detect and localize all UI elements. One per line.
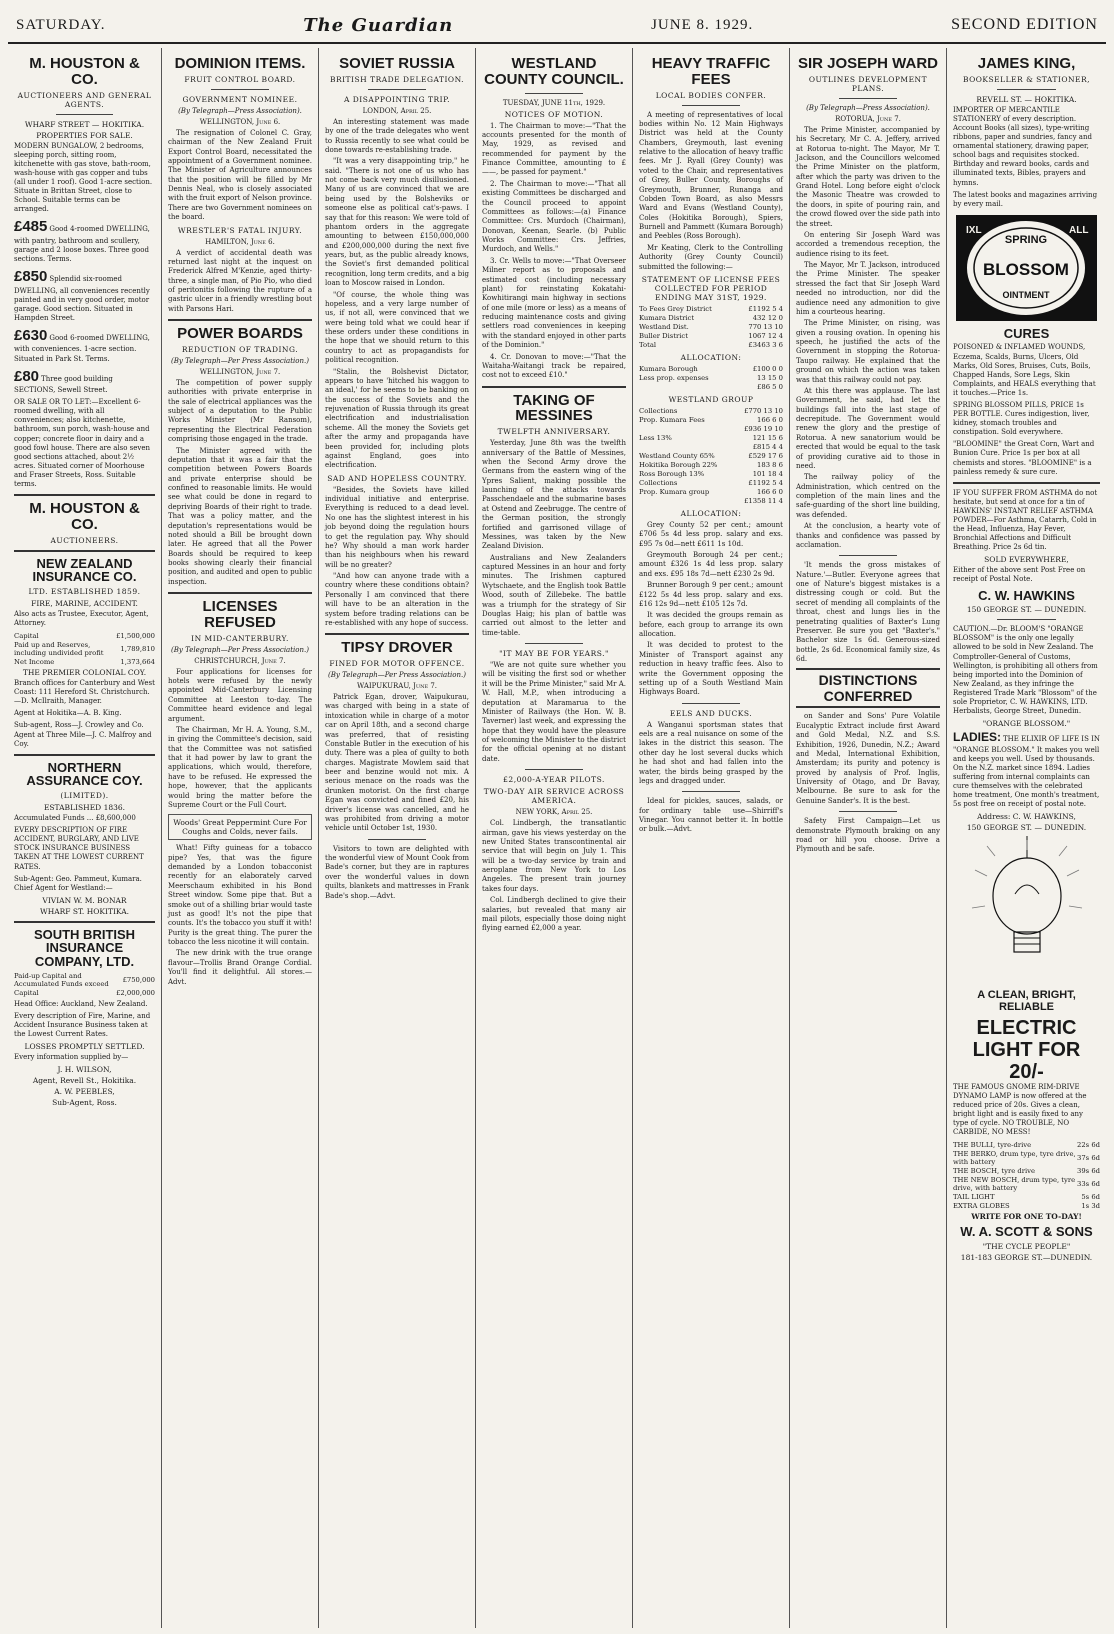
article-paragraph: Grey County 52 per cent.; amount £706 5s 4d less prop. salary and exs. £95 7s 0d—nett £611 1s 10d. [639, 520, 783, 548]
article-paragraph: It was decided to protest to the Minister of Transport against any reduction in heavy traffic fees. Also to write the Government opposing the setting up of a South Westland Main Highways Board. [639, 641, 783, 697]
divider [525, 769, 583, 770]
article-paragraph: Four applications for licenses for hotels were refused by the newly appointed Mid-Canterbury Licensing Committee at Leeston to-day. The Committee heard evidence and legal argument. [168, 667, 312, 723]
table-row: Capital £1,500,000 [14, 631, 155, 640]
dateline: LONDON, April 25. [362, 106, 432, 115]
article-paragraph: An interesting statement was made by one of the trade delegates who went to Russia recently to see what could be done towards re-establishing trade. [325, 117, 469, 154]
licenses-refused-heading: LICENSES REFUSED [202, 598, 278, 631]
column-7 [947, 48, 1106, 1628]
article-paragraph: Brunner Borough 9 per cent.; amount £122 5s 4d less prop. salary and exs. £16 12s 9d—nett £105 12s 7d. [639, 581, 783, 608]
allocation-table [639, 365, 783, 392]
column-2 [162, 48, 319, 1628]
jh-wilson-address: Agent, Revell St., Hokitika. [32, 1076, 137, 1086]
byline: (By Telegraph—Press Association). [178, 106, 302, 115]
table-row: Prop. Kumara group 166 6 0 [639, 488, 783, 497]
seal-mid-text: BLOSSOM [983, 259, 1069, 279]
branch-offices: Branch offices for Canterbury and West Coast: 111 Hereford St. Christchurch.—D. McIlraith, Manager. [14, 679, 155, 706]
article-paragraph: Col. Lindbergh declined to give their salaries, but revealed that many air mail pilots, especially those doing night flying earned £2,000 a year. [482, 896, 626, 933]
divider [482, 386, 626, 388]
premier-line: THE PREMIER COLONIAL COY. [22, 668, 147, 678]
may-be-for-years-sub: "IT MAY BE FOR YEARS." [499, 649, 609, 658]
article-paragraph: A verdict of accidental death was returned last night at the inquest on Frederick Alfred M'Kenzie, aged thirty-three, a single man, of Pio Pio, who died of peritonitis following the rupture of a gastric ulcer in a friendly wrestling bout with Parsons Hari. [168, 248, 312, 313]
table-row: Paid up and Reserves, including undivided profit 1,789,810 [14, 640, 155, 657]
table-row: £936 19 10 [744, 425, 783, 434]
sold-everywhere: SOLD EVERYWHERE, [984, 555, 1069, 565]
table-row: £815 4 4 [752, 443, 783, 452]
divider [325, 633, 469, 635]
article-paragraph: It was decided the groups remain as before, each group to arrange its own allocation. [639, 611, 783, 638]
divider [997, 89, 1056, 90]
article-paragraph: Patrick Egan, drover, Waipukurau, was charged with being in a state of intoxication while in charge of a motor car on April 18th, and a second charge was preferred, that of resisting Constable Butler in the execution of his duty. There was a plea of guilty to both charges. Magistrate Mowlem said that beer and benzine would not mix. A serious menace on the roads was the drunken motorist. On the first charge Egan was convicted and fined £20, his driver's license was cancelled, and he was prohibited from driving a motor vehicle until October 1st, 1930. [325, 693, 469, 833]
sub-agents: Sub-agent, Ross—J. Crowley and Co. Agent at Three Mile—J. C. Malfroy and Coy. [14, 721, 152, 748]
agents-line: Sub-Agent: Geo. Pammeut, Kumara. Chief Agent for Westland:— [14, 874, 142, 892]
article-paragraph: "And how can anyone trade with a country where these conditions obtain? Personally I am convinced that there will have to be an alteration in the system before trading relations can be re-established with any hope of success. [325, 572, 469, 627]
article-paragraph: The new drink with the true orange flavour—Trollis Brand Orange Cordial. You'll find it delightful. All stores.—Advt. [168, 949, 312, 986]
table-row: To Fees Grey District £1192 5 4 [639, 305, 783, 314]
magazines-line: The latest books and magazines arriving by every mail. [953, 190, 1098, 208]
price-485: £485 [14, 218, 48, 236]
seal-top-text: SPRING [1004, 233, 1048, 246]
dateline: ROTORUA, June 7. [835, 114, 901, 123]
masthead-date: JUNE 8. 1929. [651, 16, 754, 33]
price-630: £630 [14, 326, 48, 344]
byline: (By Telegraph—Per Press Association.) [171, 356, 309, 365]
table-row: THE BULLI, tyre-drive 22s 6d [953, 1140, 1100, 1149]
divider [14, 754, 155, 756]
heavy-traffic-heading: HEAVY TRAFFIC FEES [651, 55, 771, 88]
byline: (By Telegraph—Per Press Association.) [328, 671, 466, 679]
divider [168, 319, 312, 321]
dateline: TUESDAY, JUNE 11th, 1929. [502, 98, 606, 107]
nz-insurance-heading: NEW ZEALAND INSURANCE CO. [32, 555, 137, 585]
northern-assurance-sub: (LIMITED). [60, 791, 109, 801]
property-ad-1: MODERN BUNGALOW, 2 bedrooms, sleeping porch, sitting room, kitchenette with gas stove, bath-room, wash-house with gas copper and tubs (all under 1 roof). Good 1-acre section. Situate in Brittan Street, close to School. Suitable terms can be arranged. [14, 141, 153, 214]
article-paragraph: On entering Sir Joseph Ward was accorded a tremendous reception, the audience rising to its feet. [796, 230, 940, 258]
gnome-lamp-ad: THE FAMOUS GNOME RIM-DRIVE DYNAMO LAMP is now offered at the reduced price of 20s. Gives a clean, bright light and is easily fixed to any type of cycle. NO TROUBLE, NO CARBIDE, NO MESS! [953, 1082, 1087, 1136]
article-paragraph: The Prime Minister, accompanied by his Secretary, Mr C. A. Jeffery, arrived at Rotorua to-night. The Mayor, Mr T. Jackson, and the Councillors welcomed the Prime Minister on the platform, after which the party was driven to the Grand Hotel. Long before eight o'clock the Masonic Theatre was crowded to the doors, in spite of pouring rain, and the crowd flowed over the side path into the street. [796, 125, 940, 228]
divider [14, 550, 155, 552]
james-king-heading: JAMES KING, [977, 55, 1076, 72]
article-paragraph: Yesterday, June 8th was the twelfth anniversary of the Battle of Messines, when the Second Army drove the Germans from the eastern wing of the Ypres Salient, making possible the launching of the attacks towards Passchendaele and the submarine bases at Ostend and Zeebrugge. The centre of the German position, the strongly fortified and garrisoned village of Messines, was taken by the New Zealand Division. [482, 439, 626, 551]
clean-bright-heading: A CLEAN, BRIGHT, RELIABLE [977, 989, 1076, 1013]
houston-heading: M. HOUSTON & CO. [29, 55, 140, 88]
woods-peppermint-ad: Woods' Great Peppermint Cure For Coughs and Colds, never fails. [168, 814, 312, 840]
table-row: THE NEW BOSCH, drum type, tyre drive, with battery 33s 6d [953, 1175, 1100, 1192]
scott-address: 181-183 GEORGE ST.—DUNEDIN. [960, 1252, 1093, 1262]
fruit-control-sub: FRUIT CONTROL BOARD. [184, 74, 296, 84]
article-paragraph: "It was a very disappointing trip," he said. "There is not one of us who has not come back very much disillusioned. Many of us are convinced that we are being used by the Bolsheviks or someone else as political cat's-paws. I say that for this reason: We were told of phantom orders in the aggregate amounting to between £150,000,000 and £200,000,000 during the next five years, but, as the public already knows, the Soviet's first demanded political recognition, long term credits, and a big loan to Moscow raised in London. [325, 157, 469, 288]
article-paragraph: What! Fifty guineas for a tobacco pipe? Yes, that was the figure demanded by a London tobacconist recently for an elaborately carved Meerschaum exhibited in his Bond Street window. Some pipe that. But a smoke out of a shilling briar would taste just as good! It's not the pipe that counts. It's the tobacco you stuff it with! Purity is the great thing. The purer the tobacco the less nicotine it will contain. [168, 844, 312, 946]
agent-hokitika: Agent at Hokitika—A. B. King. [14, 709, 122, 718]
divider [211, 89, 269, 90]
disappointing-trip-sub: A DISAPPOINTING TRIP. [343, 94, 451, 104]
table-row: £1358 11 4 [744, 497, 783, 506]
article-paragraph: The Prime Minister, on rising, was given a rousing ovation. In opening his speech, he justified the acts of the Government in stopping the Rotorua-Taupo railway. He explained that the ground on which the action was taken was that this railway could not pay. [796, 319, 940, 384]
seal-right-text: ALL [1069, 224, 1089, 236]
columns [8, 48, 1106, 1628]
south-british-capital [14, 972, 155, 998]
divider [14, 494, 155, 496]
ladies-text: THE ELIXIR OF LIFE IS IN "ORANGE BLOSSOM." It makes you well and keeps you well. Used by thousands. On the N.Z. market since 1894. Ladies suffering from internal complaints can cure themselves with the celebrated home treatment, One month's treatment, 5s post free on receipt of postal note. [953, 735, 1100, 809]
table-row: Less prop. expenses 13 15 0 [639, 374, 783, 383]
local-bodies-sub: LOCAL BODIES CONFER. [655, 90, 767, 100]
property-ad-3 [14, 267, 155, 323]
south-british-heading: SOUTH BRITISH INSURANCE COMPANY, LTD. [33, 926, 136, 970]
byline: (By Telegraph—Press Association). [806, 103, 930, 112]
allocation-sub: ALLOCATION: [680, 352, 742, 362]
article-paragraph: Greymouth Borough 24 per cent.; amount £326 1s 4d less prop. salary and exs. £95 18s 7d—nett £230 2s 9d. [639, 551, 783, 578]
westland-group-table [639, 407, 783, 506]
article-paragraph: A Wanganui sportsman states that eels are a real nuisance on some of the lakes in the district this season. The other day he lost several ducks which he had shot and had fallen into the water, the birds being grasped by the legs and dragged under. [639, 720, 783, 785]
vivian-address: WHARF ST. HOKITIKA. [39, 906, 130, 916]
mid-canterbury-sub: IN MID-CANTERBURY. [191, 633, 289, 643]
divider [14, 921, 155, 923]
property-ad-5 [14, 367, 155, 396]
column-4 [476, 48, 633, 1628]
losses-settled: LOSSES PROMPTLY SETTLED. [24, 1042, 145, 1052]
table-row: Kumara Borough £100 0 0 [639, 365, 783, 374]
table-row: Capital £2,000,000 [14, 989, 155, 998]
head-office: Head Office: Auckland, New Zealand. [14, 999, 148, 1008]
capital-table [14, 631, 155, 666]
table-row: Net Income 1,373,664 [14, 657, 155, 666]
accumulated-funds: Accumulated Funds ... £8,600,000 [14, 814, 136, 823]
spring-blossom-seal-icon [954, 213, 1099, 323]
price-80: £80 [14, 367, 40, 385]
statement-sub: STATEMENT OF LICENSE FEES COLLECTED FOR PERIOD ENDING MAY 31ST, 1929. [641, 274, 781, 302]
divider [682, 703, 740, 704]
established-1836: ESTABLISHED 1836. [43, 803, 126, 813]
dateline: WAIPUKURAU, June 7. [356, 682, 437, 690]
information-line: Every information supplied by— [14, 1053, 129, 1062]
table-row: THE BOSCH, tyre drive 39s 6d [953, 1166, 1100, 1175]
seal-left-text: IXL [966, 224, 982, 236]
table-row: Hokitika Borough 22% 183 8 6 [639, 461, 783, 470]
price-850: £850 [14, 268, 48, 286]
masthead-edition: SECOND EDITION [951, 16, 1098, 33]
eels-ducks-sub: EELS AND DUCKS. [669, 708, 753, 718]
dateline: WELLINGTON, June 6. [199, 117, 281, 126]
cycle-people: "THE CYCLE PEOPLE" [982, 1241, 1071, 1251]
properties-heading: PROPERTIES FOR SALE. [36, 130, 133, 140]
dateline: HAMILTON, June 6. [205, 237, 275, 246]
property-ad-4-text: Good 6-roomed DWELLING, with conveniences. 1-acre section. Situated in Park St. Terms. [14, 333, 150, 363]
divider [839, 811, 897, 812]
table-row: Collections £770 13 10 [639, 407, 783, 416]
ladies-ad [953, 730, 1100, 809]
table-row: THE BERKO, drum type, tyre drive, with battery 37s 6d [953, 1149, 1100, 1166]
bloomine-ad: "BLOOMINE" the Great Corn, Wart and Bunion Cure. Price 1s per box at all chemists and stores. "BLOOMINE" is a painless remedy & sure cure. [953, 440, 1095, 476]
sad-country-sub: SAD AND HOPELESS COUNTRY. [327, 473, 467, 483]
table-row: EXTRA GLOBES 1s 3d [953, 1201, 1100, 1210]
james-king-address: REVELL ST. — HOKITIKA. [976, 94, 1077, 104]
development-plans-sub: OUTLINES DEVELOPMENT PLANS. [808, 74, 928, 93]
houston-subheading-2: AUCTIONEERS. [50, 535, 119, 545]
divider [525, 93, 583, 94]
table-row: Ross Borough 13% 101 18 4 [639, 470, 783, 479]
westland-council-heading: WESTLAND COUNTY COUNCIL. [484, 55, 624, 88]
every-description: EVERY DESCRIPTION OF FIRE ACCIDENT, BURGLARY, AND LIVE STOCK INSURANCE BUSINESS TAKEN AT THE LOWEST CURRENT RATES. [14, 826, 144, 871]
article-paragraph: The competition of power supply authorities with private enterprise in the sale of electrical appliances was the subject of a deputation to the Public Works Minister (Mr Ransom), representing the Electrical Federation comprising those engaged in the trade. [168, 378, 312, 444]
divider [368, 89, 426, 90]
column-5 [633, 48, 790, 1628]
trustee-line: Also acts as Trustee, Executor, Agent, Attorney. [14, 609, 149, 627]
divider [682, 791, 740, 792]
orange-blossom-title: "ORANGE BLOSSOM." [982, 719, 1071, 729]
column-3 [319, 48, 476, 1628]
divider [168, 592, 312, 594]
light-bulb-icon [967, 836, 1087, 986]
post-free-line: Either of the above sent Post Free on receipt of Postal Note. [953, 566, 1086, 584]
electric-light-heading: ELECTRIC LIGHT FOR 20/- [972, 1016, 1081, 1083]
nz-insurance-subheading: LTD. ESTABLISHED 1859. [28, 586, 141, 596]
property-ad-4 [14, 326, 155, 364]
every-description-2: Every description of Fire, Marine, and Accident Insurance Business taken at the Lowest Current Rates. [14, 1011, 151, 1038]
article-paragraph: Mr Keating, Clerk to the Controlling Authority (Grey County Council) submitted the following:— [639, 243, 783, 271]
fire-marine-line: FIRE, MARINE, ACCIDENT. [31, 598, 138, 608]
messines-heading: TAKING OF MESSINES [513, 391, 595, 425]
pilots-sub: £2,000-A-YEAR PILOTS. [503, 775, 605, 785]
motor-offence-sub: FINED FOR MOTOR OFFENCE. [329, 659, 465, 668]
property-ad-3-text: Splendid six-roomed DWELLING, all conveniences recently painted and in very good order, motor garage. Good section. Situated in Hampden Street. [14, 275, 150, 322]
property-ad-5-text: Three good building SECTIONS, Sewell Street. [14, 374, 113, 395]
table-row: £86 5 0 [757, 383, 783, 392]
property-ad-6: OR SALE OR TO LET:—Excellent 6-roomed dwelling, with all conveniences; also kitchenette, bathroom, sun porch, wash-house and copper; concrete floor in dairy and a good fowl house. There are also seven good sections attached, about 2½ acres. Situated corner of Moorhouse and Fraser Streets, Ross. Suitable terms. [14, 398, 150, 489]
article-paragraph: "Besides, the Soviets have killed individual initiative and enterprise. Everything is reduced to a dead level. No one has the slightest interest in his job beyond doing the regulation hours to get the regulation pay. Why should he? Why should a man work harder than his neighbours when his reward will be no greater? [325, 485, 469, 569]
government-nominee-sub: GOVERNMENT NOMINEE. [182, 94, 298, 104]
bookseller-sub: BOOKSELLER & STATIONER, [962, 74, 1091, 84]
westland-group-sub: WESTLAND GROUP [668, 394, 754, 404]
cures-text: POISONED & INFLAMED WOUNDS, Eczema, Scalds, Burns, Ulcers, Old Marks, Old Sores, Bruises, Cuts, Boils, Chapped Hands, Sore Legs, Skin Complaints, and HEALS everything that it touches.—Price 1s. [953, 343, 1096, 397]
table-row: Westland Dist. 770 13 10 [639, 323, 783, 332]
table-row: Westland County 65% £529 17 6 [639, 452, 783, 461]
table-row: Collections £1192 5 4 [639, 479, 783, 488]
dominion-items-heading: DOMINION ITEMS. [174, 55, 306, 72]
dateline: CHRISTCHURCH, June 7. [194, 656, 286, 665]
hawkins-address-line-2: 150 GEORGE ST. — DUNEDIN. [966, 823, 1087, 833]
wrestler-sub: WRESTLER'S FATAL INJURY. [177, 225, 303, 235]
article-paragraph: Safety First Campaign—Let us demonstrate Plymouth braking on any road or hill you choose. Drive a Plymouth and be safe. [796, 817, 940, 854]
allocation-sub-2: ALLOCATION: [680, 508, 742, 518]
divider [56, 114, 112, 115]
article-paragraph: At this there was applause. The last Government, he said, had let the buildings fall into the last stage of decrepitude. The Government would renew the glory and the prestige of Rotorua. A new sanatorium would be erected that would be equal to the task of providing curative aid to those in need. [796, 386, 940, 470]
seal-bottom-text: OINTMENT [1002, 289, 1050, 300]
cw-hawkins-heading: C. W. HAWKINS [978, 587, 1075, 603]
twelfth-anniversary-sub: TWELFTH ANNIVERSARY. [497, 427, 611, 437]
houston-subheading: AUCTIONEERS AND GENERAL AGENTS. [17, 90, 152, 109]
table-row: Total £3463 3 6 [639, 341, 783, 350]
vivian-bonar: VIVIAN W. M. BONAR [42, 895, 127, 905]
article-paragraph: 3. Cr. Wells to move:—"That Overseer Milner report as to proposals and estimated cost (including necessary plant) for reinstating Kokatahi-Kowhitirangi main highway in sections of one mile (more or less) as a means of reducing maintenance costs and giving settlers road conveniences in keeping with the standard enjoyed in other parts of the Dominion." [482, 256, 626, 350]
hawkins-address-line: Address: C. W. HAWKINS, [977, 812, 1076, 822]
article-paragraph: The Mayor, Mr T. Jackson, introduced the Prime Minister. The speaker stressed the fact that Sir Joseph Ward needed no introduction, nor did the audience need any admonition to give him a courteous hearing. [796, 261, 940, 316]
article-paragraph: 2. The Chairman to move:—"That all existing Committees be discharged and the Council proceed to appoint Committees as follows:—(a) Finance Committee: Crs. Murdoch (Chairman), Donovan, Keenan, Searle. (b) Public Works Committee: Crs. Jeffries, Murdoch, and Wells." [482, 179, 626, 254]
masthead-day: SATURDAY. [16, 16, 106, 33]
lamp-prices-table [953, 1140, 1100, 1210]
tipsy-drover-heading: TIPSY DROVER [341, 639, 453, 657]
divider [953, 482, 1100, 484]
article-paragraph: The railway policy of the Administration, which centred on the completion of the main lines and the safe-guarding of the short line building, was defended. [796, 473, 940, 519]
table-row: Buller District 1067 12 4 [639, 332, 783, 341]
northern-assurance-heading: NORTHERN ASSURANCE COY. [26, 759, 143, 789]
divider [997, 619, 1056, 620]
article-paragraph: on Sander and Sons' Pure Volatile Eucalyptic Extract include first Award and Gold Medal, N.Z. and S.S. Exhibition, 1926, Dunedin, N.Z.; Award and Medal, International Exhibition, Amsterdam; its purity and potency is proved by analysis of Prof. Inglis, University of Otago, and Dr Bavay, Melbourne. Be sure to ask for the Genuine Sander's. It is the best. [796, 712, 940, 805]
masthead-paper-name: The Guardian [303, 14, 454, 36]
ladies-label: LADIES: [953, 730, 1001, 745]
masthead [8, 8, 1106, 44]
article-paragraph: "Of course, the whole thing was hopeless, and a very large number of us, if not all, were convinced that we were being told what we could hear if these orders under these conditions in the hope that we should return to this country to act as propagandists for political recognition. [325, 290, 469, 365]
article-paragraph: A meeting of representatives of local bodies within No. 12 Main Highways District was held at the County Chambers, Greymouth, last evening relative to the allocation of heavy traffic fees. Mr J. Ryall (Grey County) was voted to the Chair, and representatives of Grey, Buller County, Boroughs of Greymouth, Brunner, Runanga and Cobden Town Board, as also Messrs Ward and Evans (Westland County), Coles (Hokitika Borough), Spiers, Burnell and Pammett (Kumara Borough) and Peebles (Ross Borough). [639, 110, 783, 241]
air-service-sub: TWO-DAY AIR SERVICE ACROSS AMERICA. [483, 787, 625, 806]
scott-sons-heading: W. A. SCOTT & SONS [960, 1224, 1093, 1240]
article-paragraph: Ideal for pickles, sauces, salads, or for ordinary table use—Shirriff's Vinegar. You cannot better it. In bottle or bulk.—Advt. [639, 797, 783, 834]
article-paragraph: Australians and New Zealanders captured Messines in an hour and forty minutes. The Irishmen captured Wytschaete, and the English took Battle Wood, south of Zillebeke. The battle was a triumph for the strategy of Sir Douglas Haig; his plan of battle was carried out almost to the letter and time-table. [482, 553, 626, 637]
stationery-ad: IMPORTER OF MERCANTILE STATIONERY of every description. Account Books (all sizes), type-writing ribbons, paper and sundries, fancy and ornamental stationery, drawing paper, school bags and requisites stocked. Birthday and reward books, cards and illuminated texts, Bibles, prayers and hymns. [953, 105, 1092, 187]
divider [525, 643, 583, 644]
asthma-ad: IF YOU SUFFER FROM ASTHMA do not hesitate, but send at once for a tin of HAWKINS' INSTANT RELIEF ASTHMA POWDER—For Asthma, Catarrh, Cold in the Head, Influenza, Hay Fever, Bronchial Affections and Difficult Breathing. Price 2s 6d tin. [953, 488, 1098, 552]
article-paragraph: "Stalin, the Bolshevist Dictator, appears to have 'hitched his waggon to an ideal,' for he seems to be banking on the success of the Soviets and the rejuvenation of Russia through its great electrification and industrialisation scheme. All the money the Soviets get after the army and propaganda have been provided for, including plots against England, goes into electrification. [325, 367, 469, 470]
article-paragraph: The resignation of Colonel C. Gray, chairman of the New Zealand Fruit Export Control Board, necessitated the appointment of a Government nominee. The Minister of Agriculture announces that the position will be filled by Mr Dennis Neal, who is closely associated with the fruit export of Nelson province. There are two Government nominees on the board. [168, 128, 312, 222]
property-ad-2 [14, 217, 155, 264]
dateline: NEW YORK, April 25. [515, 808, 593, 817]
notices-motion-sub: NOTICES OF MOTION. [504, 109, 604, 119]
table-row: Less 13% 121 15 6 [639, 434, 783, 443]
power-boards-heading: POWER BOARDS [177, 325, 303, 343]
article-paragraph: The Minister agreed with the deputation that it was a fair that the competition between Powers Boards and private enterprise should be confined to reasonable limits. He would see what could be done in regard to depriving Boards of their right to trade. That was a policy matter, and the deputation's representations would be noted should a Bill be brought down later. He agreed that all the Power Boards should be required to keep books showing clearly their financial position, and audited and open to public inspection. [168, 446, 312, 586]
article-paragraph: Visitors to town are delighted with the wonderful view of Mount Cook from Bade's corner, but they are in raptures over the wonderful values in down quilts, blankets and mattresses in Frank Bade's shop.—Advt. [325, 844, 469, 900]
article-paragraph: Col. Lindbergh, the transatlantic airman, gave his views yesterday on the new United States transcontinental air service that will begin on July 1. This will be a two-day service by train and aeroplane from New York to Los Angeles. The present train journey takes four days. [482, 819, 626, 893]
article-paragraph: At the conclusion, a hearty vote of thanks and confidence was passed by acclamation. [796, 522, 940, 549]
jh-wilson: J. H. WILSON, [57, 1065, 112, 1075]
column-6 [790, 48, 947, 1628]
byline: (By Telegraph—Per Press Association.) [171, 645, 309, 654]
article-paragraph: 1. The Chairman to move:—"That the accounts presented for the month of May, 1929, as revised and recommended for payment by the Finance Committee, amounting to £——, be passed for payment." [482, 121, 626, 177]
aw-peebles: A. W. PEEBLES, [54, 1087, 115, 1097]
table-row: Paid-up Capital and Accumulated Funds exceed £750,000 [14, 972, 155, 989]
table-row: Kumara District 432 12 0 [639, 314, 783, 323]
fees-table [639, 305, 783, 350]
property-ad-2-text: Good 4-roomed DWELLING, with pantry, bathroom and scullery, garage and 2 loose boxes. Three good sections. Terms. [14, 225, 150, 263]
houston-address: WHARF STREET — HOKITIKA. [24, 119, 145, 129]
soviet-russia-heading: SOVIET RUSSIA [339, 55, 455, 72]
write-today: WRITE FOR ONE TO-DAY! [971, 1212, 1082, 1222]
cures-heading: CURES [1003, 325, 1050, 341]
article-paragraph: 4. Cr. Donovan to move:—"That the Waitaha-Waitangi track be repaired, cost not to exceed £10." [482, 352, 626, 380]
article-paragraph: 'It mends the gross mistakes of Nature.'—Butler. Everyone agrees that one of Nature's biggest mistakes is a distressing cough or cold. But the secret of mending all complaints of the throat, chest and lungs lies in the penetrating qualities of Baxter's Lung Preserver. Be sure you get "Baxter's." Bachelor size 1s 6d. Generous-sized bottle, 2s 6d. Economical family size, 4s 6d. [796, 561, 940, 663]
article-paragraph: The Chairman, Mr H. A. Young, S.M., in giving the Committee's decision, said that the Committee was not satisfied that it had power by law to grant the applications, which would, therefore, have to be refused. He expressed the hope, however, that the applicants would bring the matter before the Supreme Court or the Full Court. [168, 725, 312, 809]
divider [839, 555, 897, 556]
divider [682, 105, 740, 106]
aw-peebles-address: Sub-Agent, Ross. [52, 1098, 117, 1108]
distinctions-heading: DISTINCTIONS CONFERRED [796, 668, 940, 708]
cw-hawkins-address: 150 GEORGE ST. — DUNEDIN. [966, 605, 1087, 615]
divider [839, 98, 897, 99]
houston-heading-2: M. HOUSTON & CO. [29, 500, 140, 533]
caution-ad: CAUTION.—Dr. BLOOM'S "ORANGE BLOSSOM" is the only one legally allowed to be sold in New Zealand. The Comptroller-General of Customs, Wellington, is prohibiting all others from being imported into the Dominion of New Zealand, as they infringe the Registered Trade Mark "Blossom" of the sole Proprietor, C. W. HAWKINS, LTD. Herbalists, George Street, Dunedin. [953, 625, 1098, 716]
dateline: WELLINGTON, June 7. [199, 367, 281, 376]
column-1 [8, 48, 162, 1628]
trade-delegation-sub: BRITISH TRADE DELEGATION. [329, 74, 465, 84]
reduction-trading-sub: REDUCTION OF TRADING. [181, 344, 299, 354]
joseph-ward-heading: SIR JOSEPH WARD [797, 55, 939, 72]
table-row: TAIL LIGHT 5s 6d [953, 1192, 1100, 1201]
article-paragraph: "We are not quite sure whether you will be visiting the first sod or whether it will be the Prime Minister," said Mr A. W. Hall, M.P., when introducing a deputation at Maramarua to the Minister of Railways (the Hon. W. B. Taverner) last week, and expressing the hope that they would have the pleasure of welcoming the Minister to the district for the official opening at no distant date. [482, 661, 626, 763]
divider [368, 839, 426, 840]
spring-blossom-pills: SPRING BLOSSOM PILLS, PRICE 1s PER BOTTLE. Cures indigestion, liver, kidney, stomach troubles and constipation. Sold everywhere. [953, 400, 1090, 437]
table-row: Prop. Kumara Fees 166 6 0 [639, 416, 783, 425]
